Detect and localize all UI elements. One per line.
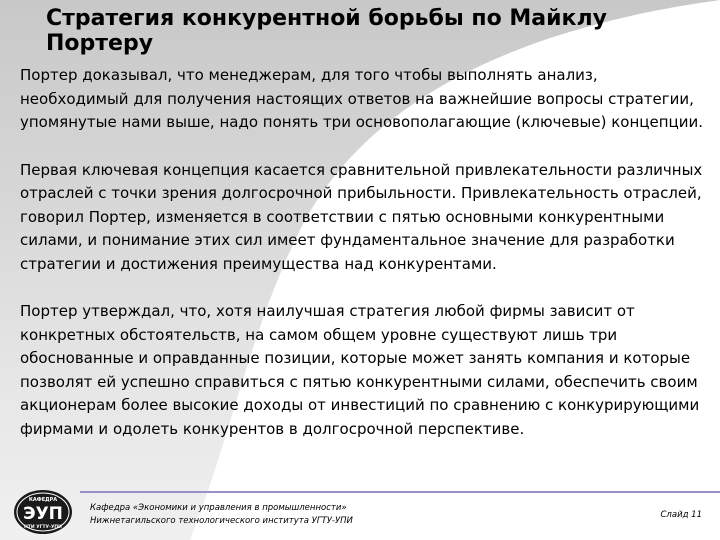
footer-department-line1: Кафедра «Экономики и управления в промышленности» bbox=[90, 503, 347, 513]
logo-bottom-text: НТИ УГТУ-УПИ bbox=[24, 525, 62, 530]
footer-divider bbox=[80, 491, 720, 493]
body-text bbox=[20, 64, 710, 465]
footer-department-line2: Нижнетагильского технологического института УГТУ-УПИ bbox=[90, 516, 353, 526]
paragraph-first-concept: Первая ключевая концепция касается сравнительной привлекательности различных отраслей с точки зрения долгосрочной прибыльности. Привлекательность отраслей, говорил Портер, изменяется в соответствии с пятью основными конкурентными силами, и понимание этих сил имеет фундаментальное значение для разработки стратегии и достижения преимущества над конкурентами. bbox=[20, 160, 703, 273]
footer-department bbox=[90, 502, 353, 528]
slide-number: Слайд 11 bbox=[660, 510, 702, 520]
logo-main-text: ЭУП bbox=[23, 504, 63, 524]
paragraph-intro: Портер доказывал, что менеджерам, для того чтобы выполнять анализ, необходимый для получения настоящих ответов на важнейшие вопросы стратегии, упомянутые нами выше, надо понять три основополагающие (ключевые) концепции. bbox=[20, 66, 703, 131]
logo-top-text: КАФЕДРА bbox=[28, 497, 58, 503]
department-logo bbox=[12, 488, 74, 536]
slide-title: Стратегия конкурентной борьбы по Майклу Портеру bbox=[46, 6, 607, 56]
paragraph-three-positions: Портер утверждал, что, хотя наилучшая стратегия любой фирмы зависит от конкретных обстоятельств, на самом общем уровне существуют лишь три обоснованные и оправданные позиции, которые может занять компания и которые позволят ей успешно справиться с пятью конкурентными силами, обеспечить своим акционерам более высокие доходы от инвестиций по сравнению с конкурирующими фирмами и одолеть конкурентов в долгосрочной перспективе. bbox=[20, 302, 700, 438]
